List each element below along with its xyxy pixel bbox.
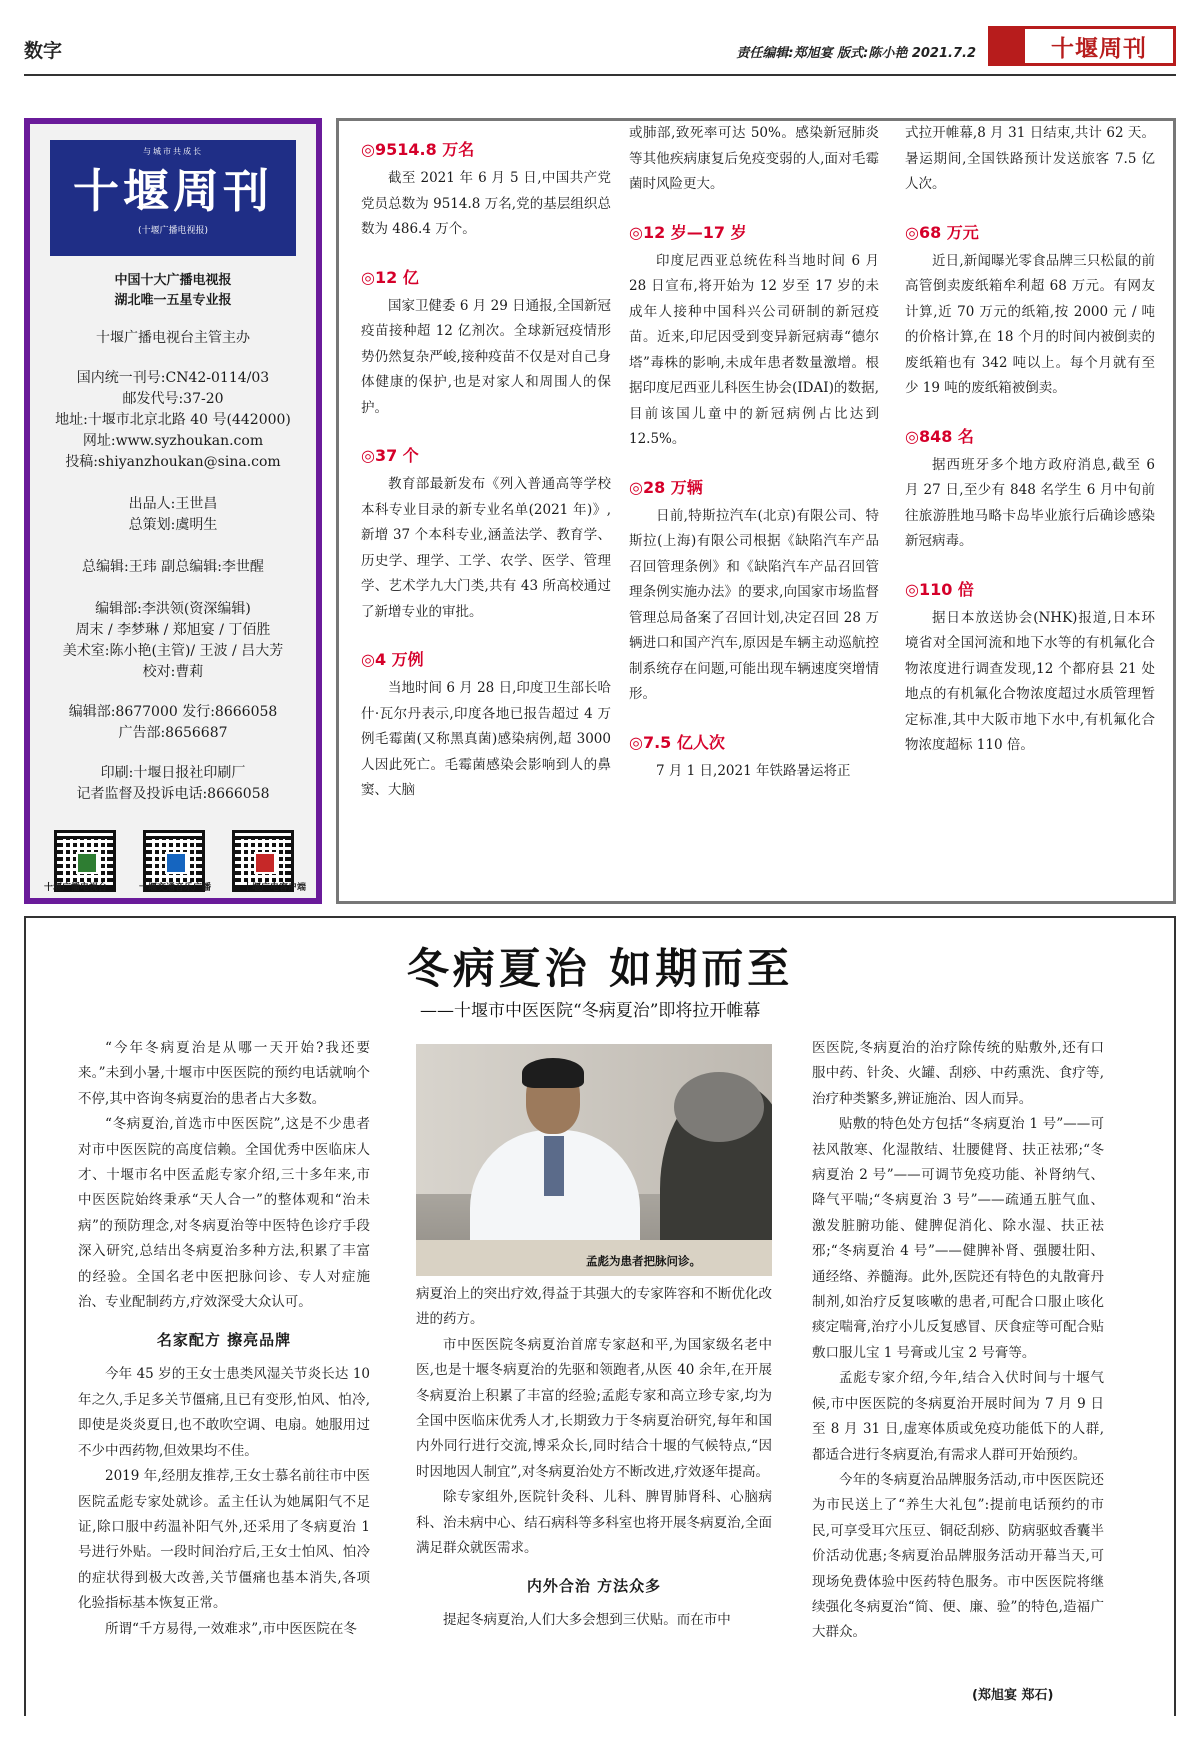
tagline-2: 湖北唯一五星专业报: [114, 293, 232, 308]
editorial-staff: 周末 / 李梦琳 / 郑旭宴 / 丁佰胜: [75, 622, 271, 638]
phone-numbers: 编辑部:8677000 发行:8666058: [68, 704, 278, 720]
article-paragraph: 市中医医院冬病夏治首席专家赵和平,为国家级名老中医,也是十堰冬病夏治的先驱和领跑者,从医 40 余年,在开展冬病夏治上积累了丰富的经验;孟彪专家和高立珍专家,均为全国中医临床优秀人才,长期致力于冬病夏治研究,每年和国内外同行进行交流,博采众长,同时结合十堰的气候特点,“因时因地因人制宜”,对冬病夏治处方不断改进,疗效逐年提高。: [416, 1336, 772, 1480]
section-heading: 名家配方 擦亮品牌: [156, 1331, 292, 1350]
news-item: [629, 730, 879, 785]
complaint-phone: 记者监督及投诉电话:8666058: [76, 786, 270, 802]
news-item: [905, 220, 1155, 402]
news-column-2: [629, 121, 879, 806]
news-item: [905, 577, 1155, 759]
article-paragraph: 2019 年,经朋友推荐,王女士慕名前往市中医医院孟彪专家处就诊。孟主任认为她属阳气不足证,除口服中药温补阳气外,还采用了冬病夏治 1 号进行外贴。一段时间治疗后,王女士怕风、怕冷的症状得到极大改善,关节僵痛也基本消失,各项化验指标基本恢复正常。: [78, 1468, 370, 1612]
news-item: [905, 121, 1155, 198]
news-body-continued: 或肺部,致死率可达 50%。感染新冠肺炎等其他疾病康复后免疫变弱的人,面对毛霉菌时风险更大。: [629, 125, 879, 192]
news-headline: ◎9514.8 万名: [361, 140, 475, 159]
article-byline: (郑旭宴 郑石): [972, 1688, 1054, 1703]
article-paragraph: 除专家组外,医院针灸科、儿科、脾胃肺肾科、心脑病科、治未病中心、结石病科等多科室也将开展冬病夏治,全面满足群众就医需求。: [416, 1489, 772, 1557]
qr-label: 十堰广播电视台: [44, 883, 108, 893]
article-paragraph: “今年冬病夏治是从哪一天开始?我还要来。”未到小暑,十堰市中医医院的预约电话就响个不停,其中咨询冬病夏治的患者占大多数。: [78, 1040, 370, 1107]
feature-subtitle: ——十堰市中医医院“冬病夏治”即将拉开帷幕: [420, 1001, 761, 1021]
photo-patient-hair: [674, 1072, 764, 1142]
article-paragraph: 贴敷的特色处方包括“冬病夏治 1 号”——可祛风散寒、化湿散结、壮腰健肾、扶正祛邪;“冬病夏治 2 号”——可调节免疫功能、补肾纳气、降气平喘;“冬病夏治 3 号”——疏通五脏气血、激发脏腑功能、健脾促消化、除水湿、扶正祛邪;“冬病夏治 4 号”——健脾补肾、强腰壮阳、通经络、养髓海。此外,医院还有特色的丸散膏丹制剂,如治疗反复咳嗽的患者,可配合口服止咳化痰定喘膏,治疗小儿反复感冒、厌食症等可配合贴敷口服儿宝 1 号膏或儿宝 2 号膏等。: [812, 1116, 1104, 1361]
proofreader: 校对:曹莉: [142, 664, 204, 680]
chief-editor: 总编辑:王玮 副总编辑:李世醒: [82, 559, 264, 575]
art-dept: 美术室:陈小艳(主管)/ 王波 / 吕大芳: [62, 643, 284, 659]
news-headline: ◎28 万辆: [629, 477, 703, 497]
ad-phone: 广告部:8656687: [118, 725, 228, 741]
news-digest-box: [336, 118, 1176, 904]
article-paragraph: 所谓“千方易得,一效难求”,市中医医院在冬: [105, 1620, 357, 1637]
news-item: [629, 475, 879, 708]
masthead-box: [24, 118, 322, 904]
news-body: 据日本放送协会(NHK)报道,日本环境省对全国河流和地下水等的有机氟化合物浓度进行调查发现,12 个都府县 21 处地点的有机氟化合物浓度超过水质管理暂定标准,其中大阪市地下水中,有机氟化合物浓度超标 110 倍。: [905, 609, 1155, 753]
article-paragraph: 提起冬病夏治,人们大多会想到三伏贴。而在市中: [443, 1612, 731, 1629]
logo-subtitle: (十堰广播电视报): [137, 226, 209, 236]
news-headline: ◎68 万元: [905, 222, 979, 242]
brand-name: 十堰周刊: [1051, 34, 1147, 62]
news-body: 日前,特斯拉汽车(北京)有限公司、特斯拉(上海)有限公司根据《缺陷汽车产品召回管理条例》和《缺陷汽车产品召回管理条例实施办法》的要求,向国家市场监督管理总局备案了召回计划,决定召回 28 万辆进口和国产汽车,原因是车辆主动巡航控制系统存在问题,可能出现车辆速度突增情形。: [629, 507, 879, 702]
news-body: 7 月 1 日,2021 年铁路暑运将正: [656, 762, 851, 779]
article-paragraph: 今年的冬病夏治品牌服务活动,市中医医院还为市民送上了“养生大礼包”:提前电话预约的市民,可享受耳穴压豆、铜砭刮痧、防病驱蚊香囊半价活动优惠;冬病夏治品牌服务活动开幕当天,可现场免费体验中医药特色服务。市中医医院将继续强化冬病夏治“简、便、廉、验”的特色,造福广大群众。: [812, 1471, 1104, 1641]
feature-title: 冬病夏治 如期而至: [406, 944, 794, 993]
editorial-dept: 编辑部:李洪领(资深编辑): [95, 601, 251, 617]
brand-logo: [988, 26, 1176, 66]
news-body: 国家卫健委 6 月 29 日通报,全国新冠疫苗接种超 12 亿剂次。全球新冠疫情形势仍然复杂严峻,接种疫苗不仅是对自己身体健康的保护,也是对家人和周围人的保护。: [361, 297, 611, 416]
article-column-1: [78, 1036, 370, 1642]
news-headline: ◎110 倍: [905, 579, 974, 599]
section-label: 数字: [24, 40, 63, 62]
producer: 出品人:王世昌: [128, 496, 218, 512]
qr-labels: [44, 880, 306, 893]
news-item: [361, 137, 611, 243]
cn-number: 国内统一刊号:CN42-0114/03: [76, 370, 270, 386]
news-item: [629, 121, 879, 198]
news-headline: ◎848 名: [905, 426, 974, 446]
news-headline: ◎4 万例: [361, 650, 424, 669]
news-item: [361, 265, 611, 422]
news-item: [629, 220, 879, 453]
news-column-3: [905, 121, 1155, 781]
qr-label: 十堰交通音乐广播: [138, 883, 211, 893]
section-heading: 内外合治 方法众多: [526, 1577, 662, 1596]
photo-doctor-hair: [522, 1058, 584, 1088]
article-paragraph: 病夏治上的突出疗效,得益于其强大的专家阵容和不断优化改进的药方。: [416, 1286, 772, 1328]
news-headline: ◎7.5 亿人次: [629, 732, 725, 752]
news-headline: ◎37 个: [361, 446, 419, 465]
website-link[interactable]: 网址:www.syzhoukan.com: [82, 433, 264, 449]
header-divider: [24, 74, 1176, 76]
news-body: 据西班牙多个地方政府消息,截至 6 月 27 日,至少有 848 名学生 6 月中旬前往旅游胜地马略卡岛毕业旅行后确诊感染新冠病毒。: [905, 456, 1155, 549]
host-info: 十堰广播电视台主管主办: [96, 330, 250, 346]
news-body-continued: 式拉开帷幕,8 月 31 日结束,共计 62 天。暑运期间,全国铁路预计发送旅客 7.5 亿人次。: [905, 125, 1155, 192]
news-column-1: [361, 137, 611, 826]
tagline-1: 中国十大广播电视报: [114, 273, 232, 288]
printer: 印刷:十堰日报社印刷厂: [100, 765, 246, 781]
address: 地址:十堰市北京北路 40 号(442000): [55, 412, 291, 428]
news-item: [361, 443, 611, 625]
news-item: [905, 424, 1155, 555]
planner: 总策划:虞明生: [128, 517, 218, 533]
news-headline: ◎12 岁—17 岁: [629, 222, 747, 242]
brand-bar: [991, 29, 1025, 63]
logo-slogan: 与城市共成长: [143, 147, 203, 156]
email-link[interactable]: 投稿:shiyanzhoukan@sina.com: [65, 454, 281, 470]
postal-code: 邮发代号:37-20: [122, 391, 224, 407]
masthead-logo: [50, 140, 296, 256]
article-paragraph: 今年 45 岁的王女士患类风湿关节炎长达 10 年之久,手足多关节僵痛,且已有变形,怕风、怕冷,即使是炎炎夏日,也不敢吹空调、电扇。她服用过不少中西药物,但效果均不佳。: [78, 1366, 370, 1459]
news-body: 近日,新闻曝光零食品牌三只松鼠的前高管倒卖废纸箱牟利超 68 万元。有网友计算,近 70 万元的纸箱,按 2000 元 / 吨的价格计算,在 18 个月的时间内被倒卖的废纸箱也有 342 吨以上。每个月就有至少 19 吨的废纸箱被倒卖。: [905, 252, 1155, 396]
qr-label: 十堰广电客户端: [242, 883, 306, 893]
news-body: 当地时间 6 月 28 日,印度卫生部长哈什·瓦尔丹表示,印度各地已报告超过 4 万例毛霉菌(又称黑真菌)感染病例,超 3000 人因此死亡。毛霉菌感染会影响到人的鼻窦、大脑: [361, 680, 611, 798]
logo-name: 十堰周刊: [73, 164, 273, 218]
article-column-3: [812, 1036, 1104, 1696]
page-header: [24, 26, 1176, 70]
news-headline: ◎12 亿: [361, 267, 419, 287]
doctor-consultation-photo: [416, 1044, 772, 1276]
photo-doctor-tie: [544, 1136, 564, 1196]
article-paragraph: 医医院,冬病夏治的治疗除传统的贴敷外,还有口服中药、针灸、火罐、刮痧、中药熏洗、食疗等,治疗种类繁多,辨证施治、因人而异。: [812, 1040, 1104, 1107]
news-body: 截至 2021 年 6 月 5 日,中国共产党党员总数为 9514.8 万名,党的基层组织总数为 486.4 万个。: [361, 170, 611, 237]
article-paragraph: 孟彪专家介绍,今年,结合入伏时间与十堰气候,市中医医院的冬病夏治开展时间为 7 月 9 日至 8 月 31 日,虚寒体质或免疫功能低下的人群,都适合进行冬病夏治,有需求人群可开始预约。: [812, 1370, 1104, 1463]
photo-caption: 孟彪为患者把脉问诊。: [586, 1254, 701, 1268]
article-column-2: [416, 1282, 772, 1634]
news-body: 印度尼西亚总统佐科当地时间 6 月 28 日宣布,将开始为 12 岁至 17 岁的未成年人接种中国科兴公司研制的新冠疫苗。近来,印尼因受到变异新冠病毒“德尔塔”毒株的影响,未成年患者数量激增。根据印度尼西亚儿科医生协会(IDAI)的数据,目前该国儿童中的新冠病例占比达到 12.5%。: [629, 252, 879, 447]
news-body: 教育部最新发布《列入普通高等学校本科专业目录的新专业名单(2021 年)》,新增 37 个本科专业,涵盖法学、教育学、历史学、理学、工学、农学、医学、管理学、艺术学九大门类,共有 43 所高校通过了新增专业的审批。: [361, 476, 611, 620]
news-item: [361, 647, 611, 804]
editor-credits: 责任编辑:郑旭宴 版式:陈小艳 2021.7.2: [736, 46, 976, 61]
article-paragraph: “冬病夏治,首选市中医医院”,这是不少患者对市中医医院的高度信赖。全国优秀中医临床人才、十堰市名中医孟彪专家介绍,三十多年来,市中医医院始终秉承“天人合一”的整体观和“治未病”的预防理念,对冬病夏治等中医特色诊疗手段深入研究,总结出冬病夏治多种方法,积累了丰富的经验。全国名老中医把脉问诊、专人对症施治、专业配制药方,疗效深受大众认可。: [78, 1116, 370, 1311]
